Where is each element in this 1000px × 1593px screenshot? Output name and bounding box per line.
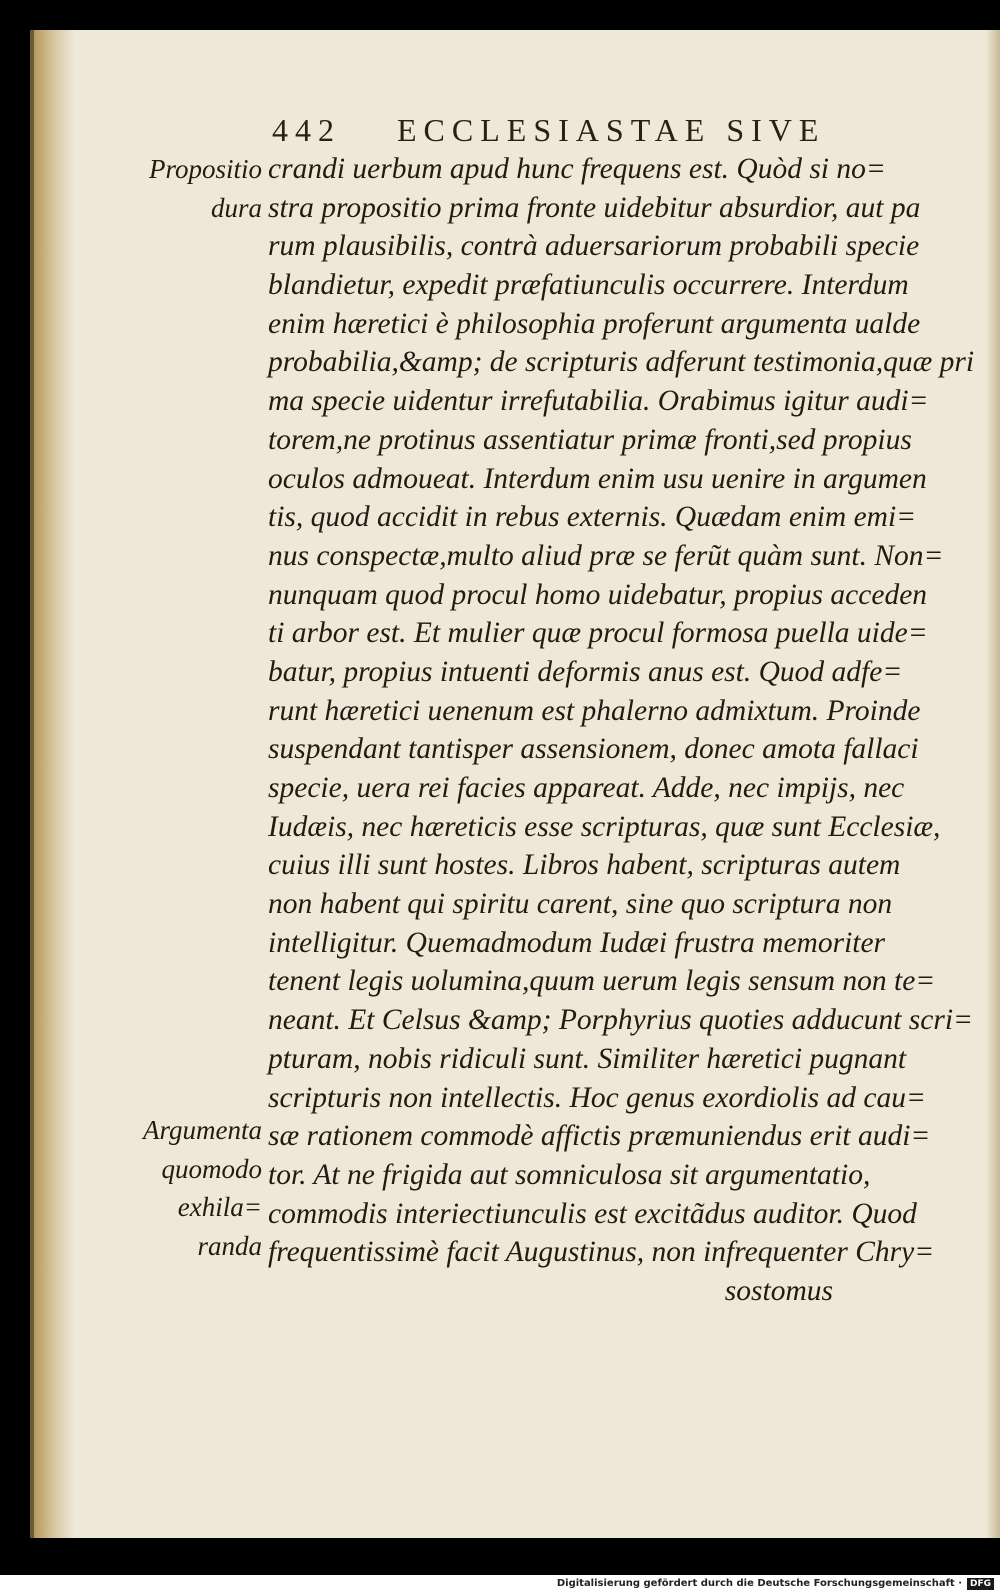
- marginal-line: randa: [197, 1231, 262, 1262]
- text-line: nunquam quod procul homo uidebatur, propius acceden: [268, 578, 928, 611]
- text-line: enim hæretici è philosophia proferunt argumenta ualde: [268, 307, 921, 340]
- dfg-logo: DFG: [967, 1578, 994, 1590]
- marginal-line: Propositio: [148, 154, 262, 184]
- digitization-credit: Digitalisierung gefördert durch die Deutsche Forschungsgemeinschaft ·: [556, 1578, 962, 1589]
- text-line: ma specie uidentur irrefutabilia. Orabimus igitur audi=: [268, 385, 929, 418]
- text-line: neant. Et Celsus &amp; Porphyrius quoties adducunt scri=: [268, 1004, 973, 1037]
- text-line: tor. At ne frigida aut somniculosa sit argumentatio,: [268, 1158, 871, 1191]
- page-header: [272, 112, 872, 149]
- text-line: frequentissimè facit Augustinus, non infrequenter Chry=: [268, 1236, 935, 1269]
- text-line: intelligitur. Quemadmodum Iudæi frustra memoriter: [268, 926, 886, 959]
- page-edge: [986, 30, 1000, 1538]
- text-line: nus conspectæ,multo aliud præ se ferũt quàm sunt. Non=: [268, 539, 944, 572]
- text-line: tis, quod accidit in rebus externis. Quædam enim emi=: [268, 501, 917, 534]
- text-line: blandietur, expedit præfatiunculis occurrere. Interdum: [268, 269, 909, 302]
- text-line: rum plausibilis, contrà aduersariorum probabili specie: [268, 230, 920, 263]
- text-line: oculos admoueat. Interdum enim usu uenire in argumen: [268, 462, 927, 495]
- text-line: commodis interiectiunculis est excitãdus auditor. Quod: [268, 1197, 917, 1230]
- text-line: sostomus: [724, 1274, 833, 1307]
- text-line: sæ rationem commodè affictis præmuniendus erit audi=: [268, 1120, 931, 1153]
- marginal-note-argumenta: [122, 1111, 262, 1266]
- text-line: scripturis non intellectis. Hoc genus exordiolis ad cau=: [268, 1081, 926, 1114]
- text-line: cuius illi sunt hostes. Libros habent, scripturas autem: [268, 849, 901, 882]
- text-line: runt hæretici uenenum est phalerno admixtum. Proinde: [268, 694, 921, 727]
- text-line: suspendant tantisper assensionem, donec amota fallaci: [268, 733, 919, 766]
- text-line: stra propositio prima fronte uidebitur absurdior, aut pa: [268, 191, 921, 224]
- marginal-note-propositio: [122, 150, 262, 227]
- text-line: crandi uerbum apud hunc frequens est. Quòd si no=: [268, 153, 886, 185]
- text-line: tenent legis uolumina,quum uerum legis sensum non te=: [268, 965, 936, 998]
- text-line: pturam, nobis ridiculi sunt. Similiter hæretici pugnant: [268, 1042, 907, 1075]
- body-text: [268, 150, 975, 1311]
- marginal-line: Argumenta: [143, 1115, 262, 1145]
- marginal-line: quomodo: [161, 1153, 262, 1184]
- marginal-line: dura: [210, 192, 262, 223]
- text-line: specie, uera rei facies appareat. Adde, nec impijs, nec: [268, 772, 905, 804]
- text-line: non habent qui spiritu carent, sine quo scriptura non: [268, 888, 893, 921]
- text-line: ti arbor est. Et mulier quæ procul formosa puella uide=: [268, 617, 928, 650]
- page-number: 442: [272, 112, 341, 148]
- text-line: batur, propius intuenti deformis anus est. Quod adfe=: [268, 655, 903, 688]
- text-line: torem,ne protinus assentiatur primæ fronti,sed propius: [268, 423, 912, 456]
- gutter-shadow: [34, 30, 74, 1538]
- running-title: ECCLESIASTAE SIVE: [397, 112, 826, 148]
- marginal-line: exhila=: [177, 1192, 262, 1223]
- text-line: Iudæis, nec hæreticis esse scripturas, quæ sunt Ecclesiæ,: [268, 810, 941, 843]
- text-line: probabilia,&amp; de scripturis adferunt testimonia,quæ pri: [268, 346, 975, 379]
